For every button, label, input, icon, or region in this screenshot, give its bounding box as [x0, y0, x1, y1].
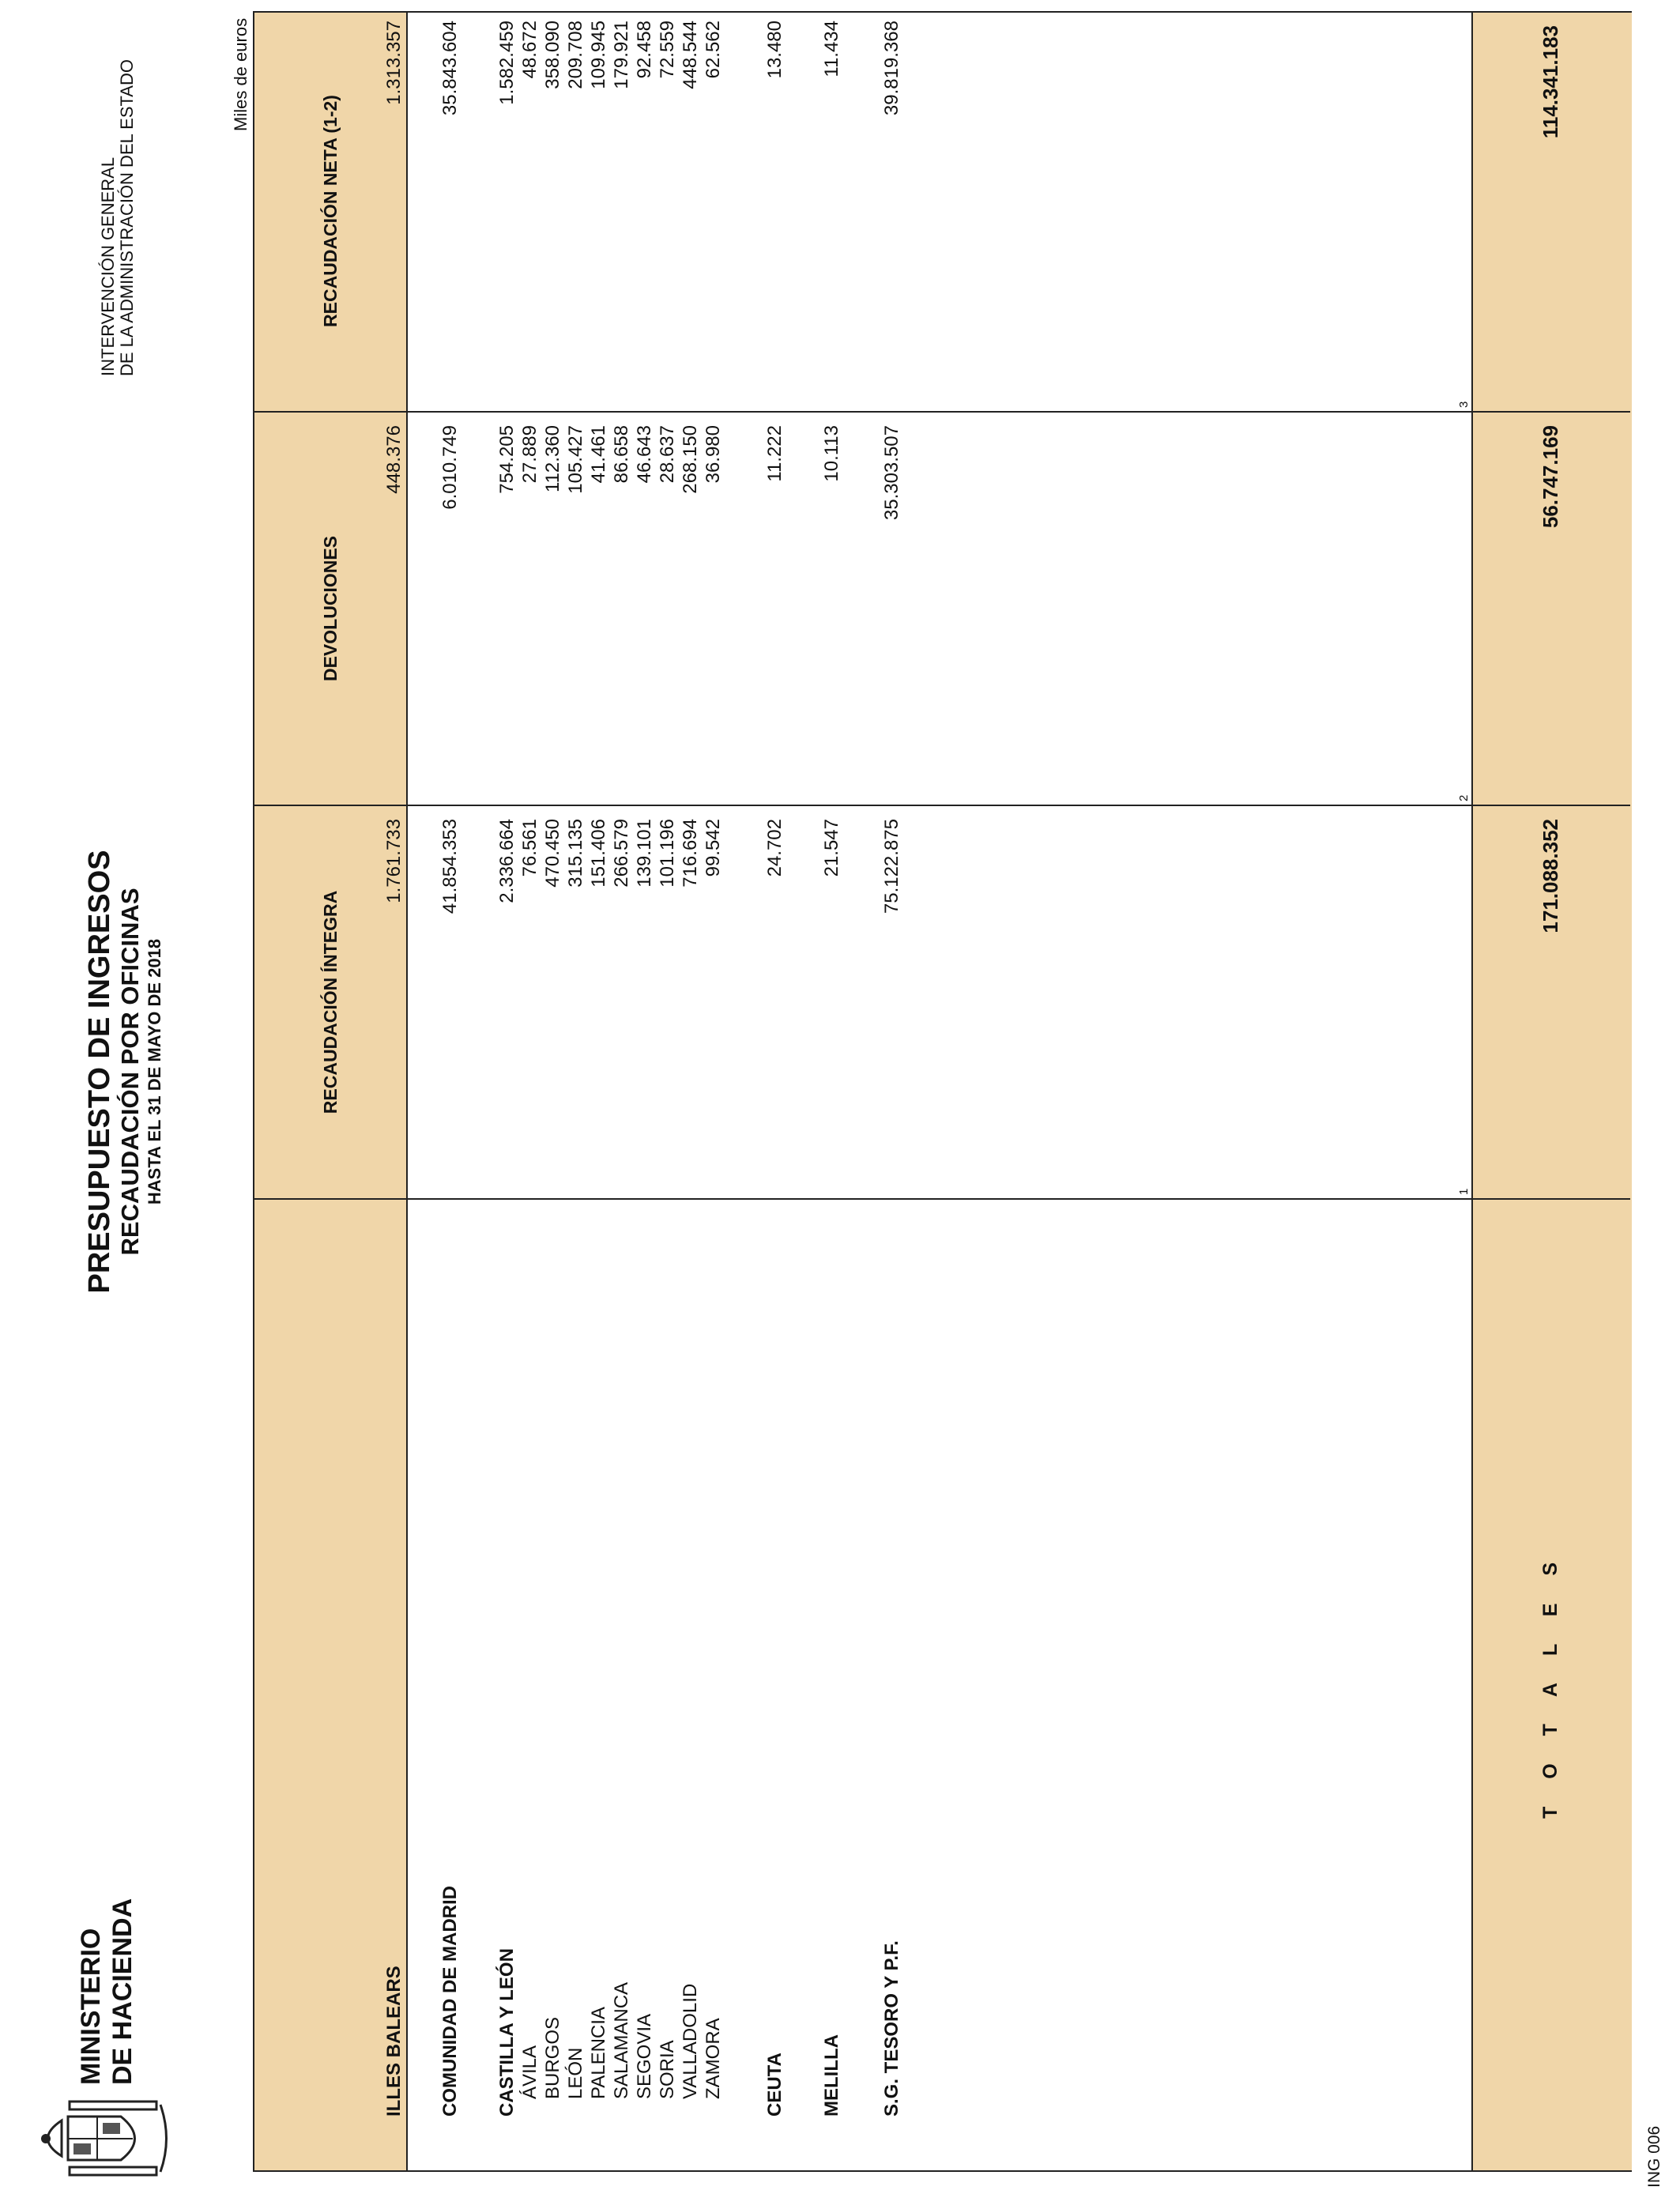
table-row [634, 13, 656, 2170]
cell-neta: 39.819.368 [881, 21, 902, 116]
cell-integra: 76.561 [519, 819, 541, 877]
column-number: 3 [1457, 401, 1471, 408]
igae-line-2: DE LA ADMINISTRACIÓN DEL ESTADO [117, 59, 137, 376]
cell-integra: 1.761.733 [383, 819, 405, 903]
cell-integra: 24.702 [764, 819, 785, 877]
cell-integra: 470.450 [542, 819, 563, 888]
row-label: VALLADOLID [680, 1983, 701, 2099]
column-number: 1 [1457, 1188, 1471, 1195]
cell-devoluciones: 27.889 [519, 425, 541, 484]
cell-integra: 21.547 [821, 819, 842, 877]
revenue-table [253, 11, 1632, 2172]
column-header-devoluciones: DEVOLUCIONES [319, 535, 341, 682]
row-label: ILLES BALEARS [383, 1966, 405, 2117]
cell-integra: 75.122.875 [881, 819, 902, 914]
cell-integra: 139.101 [634, 819, 655, 888]
row-label: COMUNIDAD DE MADRID [439, 1886, 461, 2117]
table-row [496, 13, 518, 2170]
table-row [703, 13, 725, 2170]
row-label: BURGOS [542, 2016, 563, 2099]
cell-devoluciones: 41.461 [588, 425, 609, 484]
cell-devoluciones: 28.637 [657, 425, 678, 484]
cell-integra: 99.542 [703, 819, 724, 877]
cell-devoluciones: 11.222 [764, 425, 785, 482]
cell-neta: 92.458 [634, 21, 655, 79]
cell-devoluciones: 36.980 [703, 425, 724, 484]
row-label: S.G. TESORO Y P.F. [881, 1940, 902, 2117]
cell-devoluciones: 6.010.749 [439, 425, 461, 510]
row-label: CASTILLA Y LEÓN [496, 1948, 518, 2117]
row-label: PALENCIA [588, 2007, 609, 2099]
cell-neta: 62.562 [703, 21, 724, 79]
cell-integra: 315.135 [565, 819, 586, 888]
cell-devoluciones: 268.150 [680, 425, 701, 494]
table-row [519, 13, 541, 2170]
ministry-line-2: DE HACIENDA [107, 1898, 137, 2085]
cell-integra: 2.336.664 [496, 819, 518, 903]
row-label: CEUTA [764, 2053, 785, 2117]
column-number: 2 [1457, 794, 1471, 801]
row-label: SORIA [657, 2040, 678, 2099]
totals-label: T O T A L E S [1539, 1551, 1561, 1819]
cell-neta: 109.945 [588, 21, 609, 89]
ministry-line-1: MINISTERIO [76, 1928, 106, 2085]
table-row [439, 13, 461, 2170]
row-label: MELILLA [821, 2034, 842, 2117]
table-row [588, 13, 610, 2170]
units-label: Miles de euros [231, 17, 250, 131]
row-label: ZAMORA [703, 2018, 724, 2099]
cell-integra: 716.694 [680, 819, 701, 888]
report-title: PRESUPUESTO DE INGRESOS [83, 850, 116, 1294]
igae-line-1: INTERVENCIÓN GENERAL [98, 156, 118, 376]
cell-neta: 48.672 [519, 21, 541, 79]
total-devoluciones: 56.747.169 [1539, 425, 1562, 529]
table-row [821, 13, 843, 2170]
table-row [565, 13, 587, 2170]
coat-of-arms-icon [30, 2097, 172, 2180]
cell-neta: 11.434 [821, 21, 842, 77]
cell-devoluciones: 754.205 [496, 425, 518, 494]
table-row [680, 13, 702, 2170]
cell-neta: 1.582.459 [496, 21, 518, 105]
row-label: ÁVILA [519, 2045, 541, 2099]
cell-devoluciones: 10.113 [821, 425, 842, 482]
cell-devoluciones: 112.360 [542, 425, 563, 492]
cell-integra: 266.579 [611, 819, 632, 888]
cell-neta: 72.559 [657, 21, 678, 79]
report-title-block [83, 795, 165, 1348]
cell-neta: 209.708 [565, 21, 586, 89]
cell-neta: 179.921 [611, 21, 632, 89]
table-row [542, 13, 564, 2170]
ministry-name [75, 1898, 138, 2085]
cell-neta: 1.313.357 [383, 21, 405, 105]
column-header-integra: RECAUDACIÓN ÍNTEGRA [319, 890, 341, 1114]
report-date: HASTA EL 31 DE MAYO DE 2018 [145, 938, 164, 1205]
form-code: ING 006 [1645, 2125, 1663, 2188]
cell-integra: 41.854.353 [439, 819, 461, 914]
cell-neta: 358.090 [542, 21, 563, 89]
cell-neta: 448.544 [680, 21, 701, 89]
cell-devoluciones: 86.658 [611, 425, 632, 484]
cell-devoluciones: 35.303.507 [881, 425, 902, 521]
cell-neta: 13.480 [764, 21, 785, 79]
cell-devoluciones: 448.376 [383, 425, 405, 494]
table-row [881, 13, 903, 2170]
row-label: LEÓN [565, 2047, 586, 2099]
total-integra: 171.088.352 [1539, 819, 1562, 933]
table-row [383, 13, 405, 2170]
table-row [611, 13, 633, 2170]
cell-devoluciones: 46.643 [634, 425, 655, 484]
cell-integra: 151.406 [588, 819, 609, 888]
total-neta: 114.341.183 [1539, 25, 1562, 139]
cell-neta: 35.843.604 [439, 21, 461, 116]
row-label: SALAMANCA [611, 1981, 632, 2099]
table-row [764, 13, 786, 2170]
column-header-neta: RECAUDACIÓN NETA (1-2) [319, 95, 341, 327]
table-row [657, 13, 679, 2170]
report-subtitle: RECAUDACIÓN POR OFICINAS [116, 888, 144, 1256]
cell-devoluciones: 105.427 [565, 425, 586, 494]
row-label: SEGOVIA [634, 2013, 655, 2099]
cell-integra: 101.196 [657, 819, 678, 888]
igae-block [99, 59, 137, 376]
